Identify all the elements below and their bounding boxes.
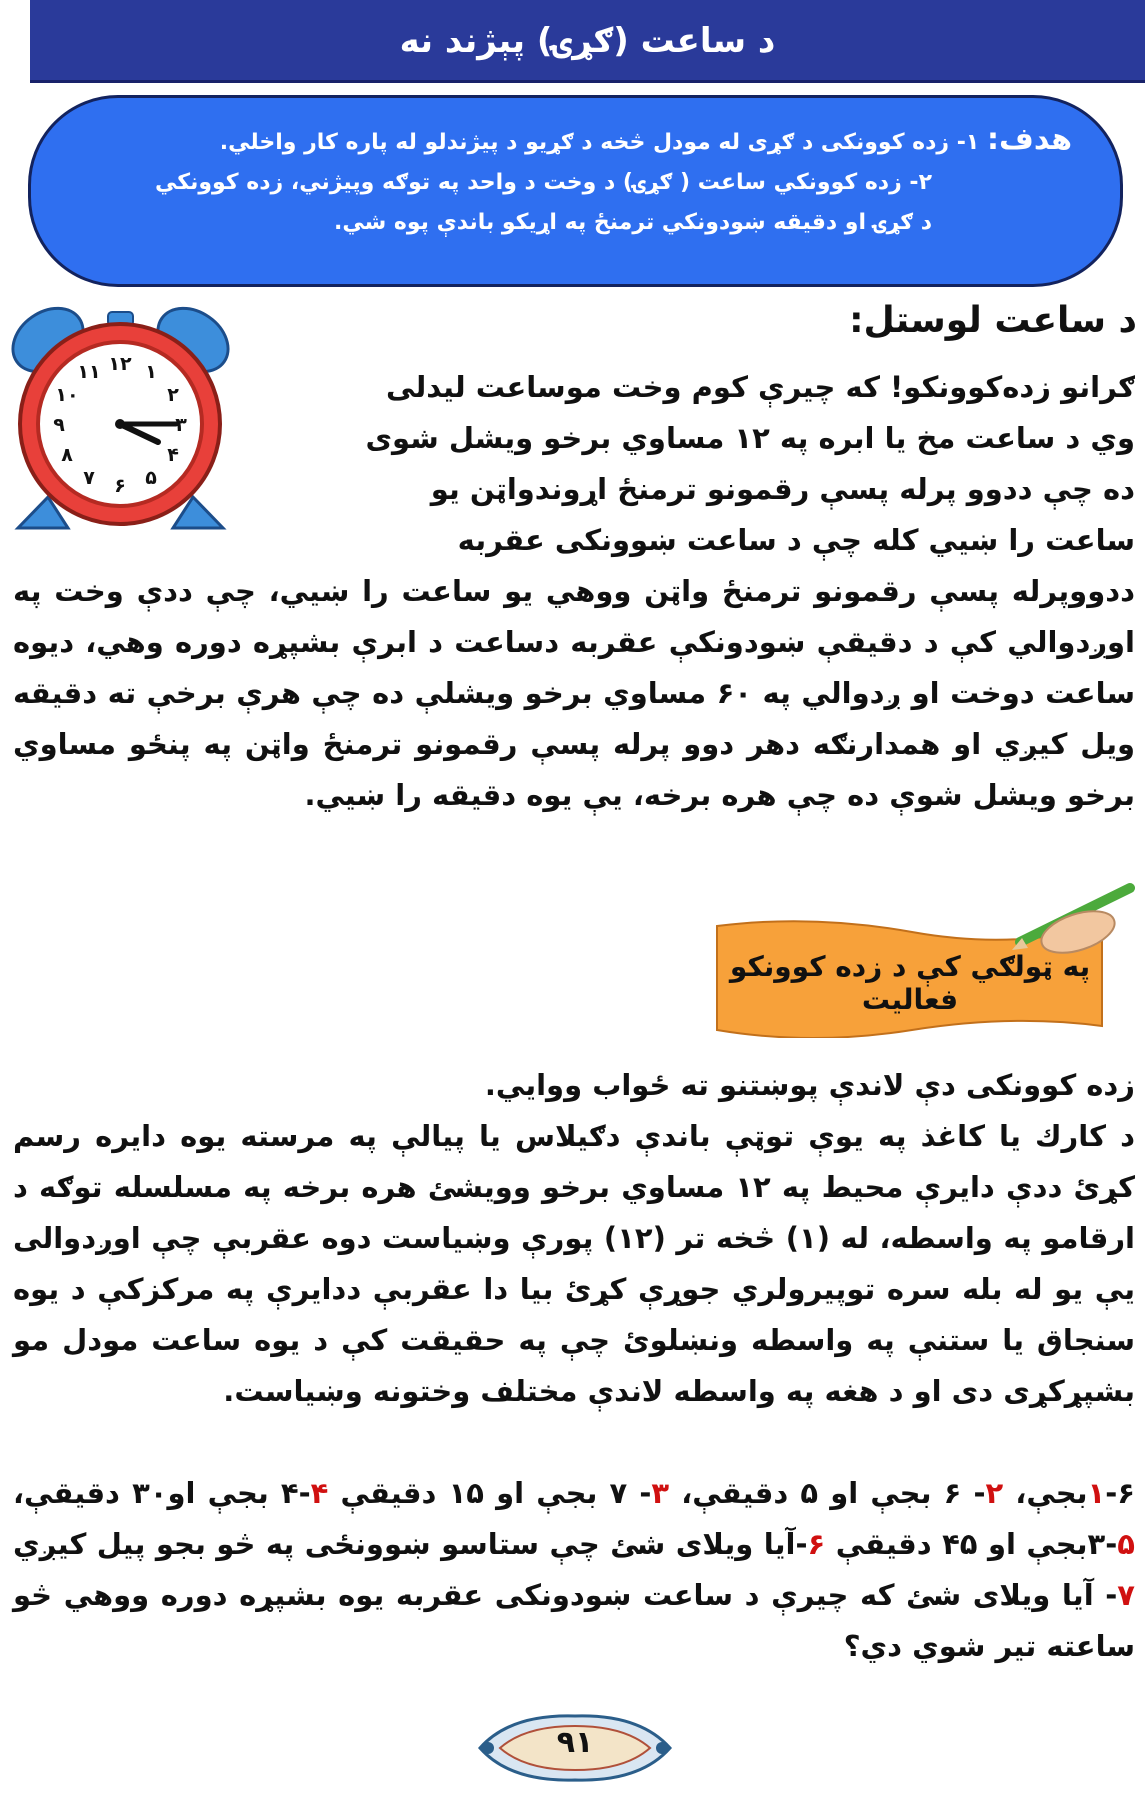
intro-line-1: ګرانو زده‌کوونکو! که چیرې کوم وخت موساعت لیدلی bbox=[385, 370, 1135, 404]
question-1-number: ۱ bbox=[1087, 1476, 1106, 1510]
goal-box bbox=[28, 95, 1123, 287]
question-4: -۴ بجې او۳۰ دقیقې، bbox=[13, 1476, 311, 1510]
activity-paragraph bbox=[13, 1111, 1135, 1417]
goal-text-1: ۱- زده کوونکی د ګړی له مودل څخه د ګړیو د پیژندلو له پاره کار واخلي. bbox=[219, 130, 980, 155]
question-2: - ۶ بجې او ۵ دقیقې، bbox=[681, 1476, 986, 1510]
clock-numeral-6: ۶ bbox=[114, 475, 126, 497]
intro-line-3: ده چې ددوو پرله پسې رقمونو ترمنځ اړوندواټن یو bbox=[430, 472, 1135, 506]
question-6-number: ۶ bbox=[807, 1527, 826, 1561]
activity-paragraph-text: د کارك یا کاغذ په یوې توټې باندې دګیلاس یا پیالې په مرسته یوه دایره رسم کړئ ددې دایرې محیط په ۱۲ مساوي برخو وویشئ هره برخه په مسلسله توګه د ارقامو په واسطه، له (۱) څخه تر (۱۲) پورې وښیاست دوه عقربې چې اوږدوالی یې یو له بله سره توپیرولري جوړې کړئ بیا دا عقربې ددایرې په مرکزکې د یوه سنجاق یا ستنې په واسطه ونښلوئ چې په حقیقت کې د یوه ساعت مودل مو بشپړکړی دی او د هغه په واسطه لاندې مختلف وختونه وښیاست. bbox=[13, 1119, 1135, 1408]
goal-line-3: د ګړۍ او دقیقه ښودونکي ترمنځ په اړیکو باندې پوه شي. bbox=[333, 210, 932, 235]
question-2-number: ۲ bbox=[985, 1476, 1004, 1510]
instruction-text: زده کوونکی دې لاندې پوښتنو ته ځواب ووایي. bbox=[484, 1068, 1135, 1102]
question-1: -۶بجې، bbox=[1015, 1476, 1135, 1510]
clock-numeral-5: ۵ bbox=[145, 467, 157, 489]
clock-numeral-8: ۸ bbox=[61, 444, 73, 466]
question-3-number: ۳ bbox=[651, 1476, 670, 1510]
questions-paragraph bbox=[13, 1468, 1135, 1672]
instruction-block bbox=[13, 1060, 1135, 1111]
clock-numeral-7: ۷ bbox=[83, 467, 95, 489]
question-4-number: ۴ bbox=[310, 1476, 329, 1510]
question-5: -۳بجې او ۴۵ دقیقې bbox=[835, 1527, 1118, 1561]
question-7: - آیا ویلای شئ که چیرې د ساعت ښودونکی عقربه یوه بشپړه دوره ووهي څو ساعته تیر شوي دي؟ bbox=[13, 1578, 1135, 1663]
goal-line-1 bbox=[79, 120, 1072, 163]
question-6: -آیا ویلای شئ چې ستاسو ښوونځی په څو بجو پیل کیږي bbox=[13, 1527, 808, 1561]
question-5-number: ۵ bbox=[1117, 1527, 1135, 1561]
questions-text bbox=[13, 1468, 1135, 1672]
question-7-number: ۷ bbox=[1117, 1578, 1135, 1612]
clock-numeral-9: ۹ bbox=[53, 414, 65, 436]
clock-numeral-3: ۳ bbox=[175, 414, 187, 436]
intro-lines bbox=[245, 362, 1135, 566]
clock-numeral-4: ۴ bbox=[167, 444, 179, 466]
clock-numeral-10: ۱۰ bbox=[55, 384, 79, 406]
intro-line-2: وي د ساعت مخ یا ابره په ۱۲ مساوي برخو ویشل شوی bbox=[365, 421, 1135, 455]
page-title: د ساعت (ګړۍ) پېژند نه bbox=[399, 20, 776, 61]
activity-banner-text: په ټولګي کې د زده کوونکو فعالیت bbox=[729, 950, 1091, 1016]
goal-line-2: ۲- زده کوونکي ساعت ( ګړۍ) د وخت د واحد په توګه وپیژني، زده کوونکي bbox=[155, 170, 932, 195]
page-number: ۹۱ bbox=[556, 1725, 594, 1760]
goal-label: هدف: bbox=[987, 122, 1072, 157]
pencil-hand-icon bbox=[1010, 880, 1140, 960]
alarm-clock-icon bbox=[8, 302, 233, 530]
intro-paragraph bbox=[13, 566, 1135, 821]
page-title-bar bbox=[30, 0, 1145, 83]
intro-paragraph-text: ددووپرله پسې رقمونو ترمنځ واټن ووهي یو ساعت را ښیي، چې ددې وخت په اوږدوالي کې د دقیقې ښودونکې عقربه دساعت د ابرې بشپړه دوره وهي، دیوه ساعت دوخت او ږدوالي په ۶۰ مساوي برخو ویشلې ده چې هرې برخې ته دقیقه ویل کیږي او همدارنګه دهر دوو پرله پسې رقمونو ترمنځ واټن په پنځو مساوي برخو ویشل شوې ده چې هره برخه، یې یوه دقیقه را ښیي. bbox=[13, 574, 1135, 812]
section-heading: د ساعت لوستل: bbox=[849, 300, 1137, 341]
question-3: - ۷ بجې او ۱۵ دقیقې bbox=[340, 1476, 652, 1510]
clock-numeral-11: ۱۱ bbox=[77, 361, 101, 383]
intro-line-4: ساعت را ښیي کله چې د ساعت ښوونکی عقربه bbox=[457, 523, 1135, 557]
clock-numeral-12: ۱۲ bbox=[108, 353, 132, 375]
clock-numeral-1: ۱ bbox=[145, 361, 157, 383]
clock-numeral-2: ۲ bbox=[167, 384, 179, 406]
